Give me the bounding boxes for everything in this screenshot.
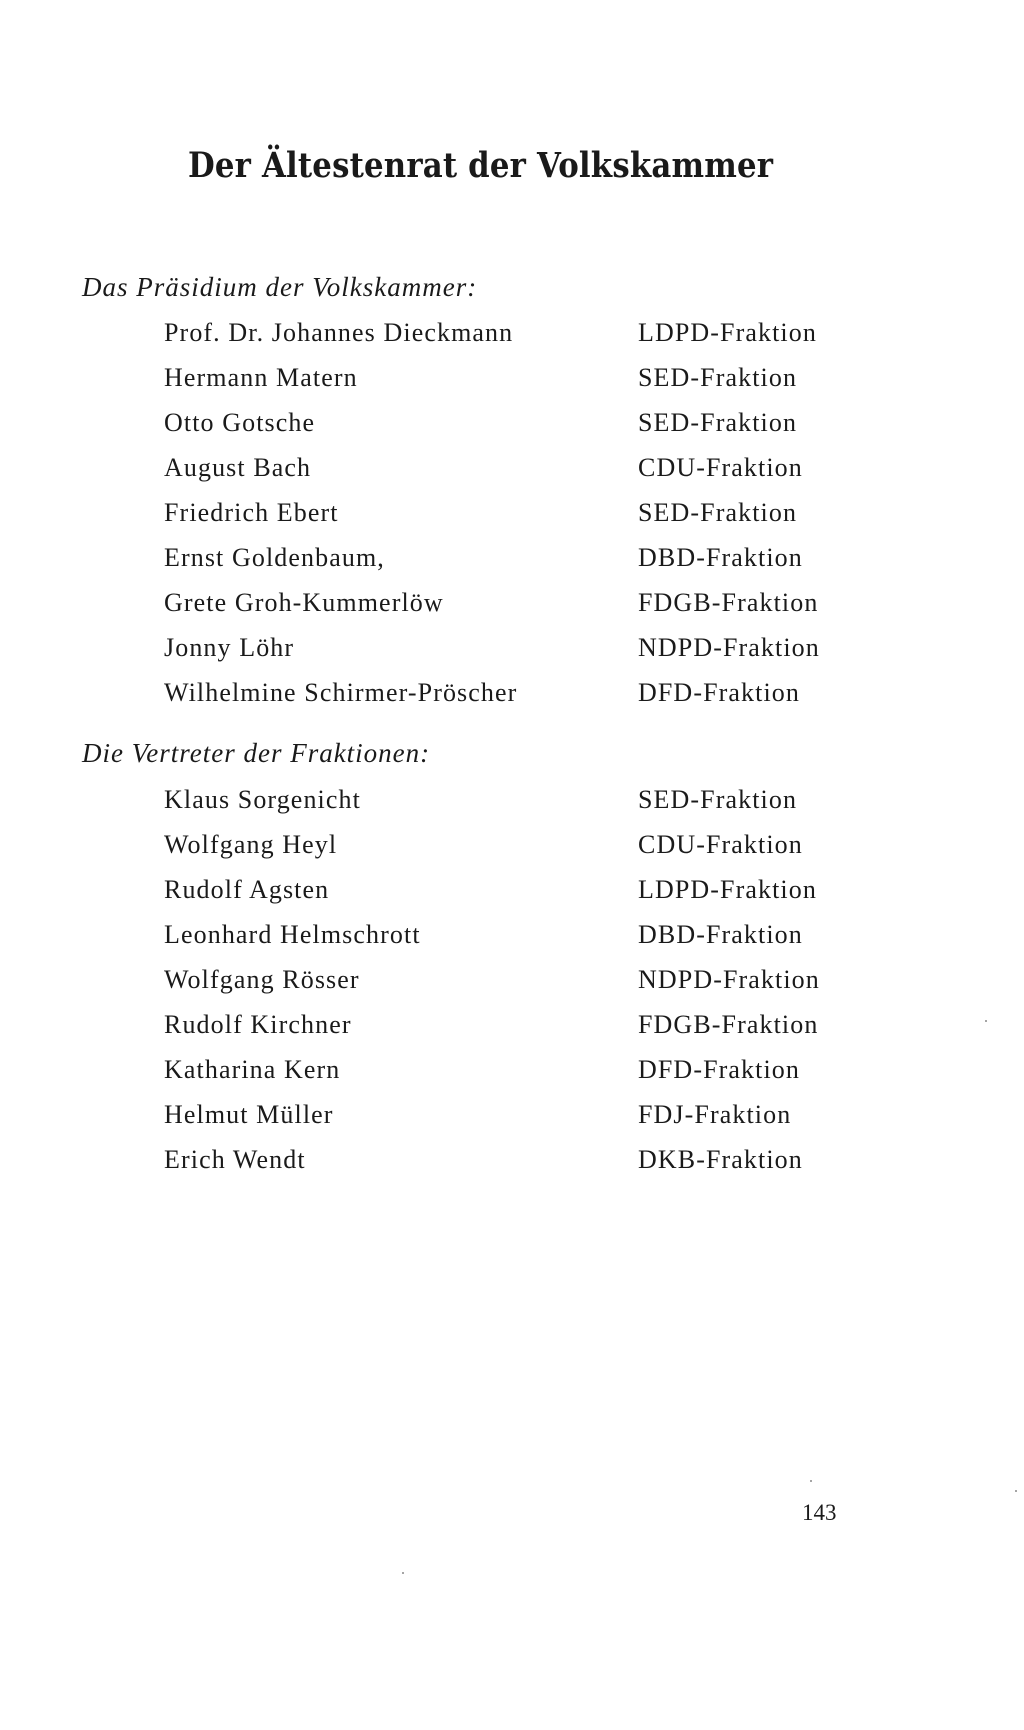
member-name: Erich Wendt bbox=[164, 1145, 306, 1174]
member-faction: DBD-Fraktion bbox=[638, 920, 803, 949]
member-faction: FDJ-Fraktion bbox=[638, 1100, 792, 1129]
member-faction: DBD-Fraktion bbox=[638, 543, 803, 572]
member-faction: LDPD-Fraktion bbox=[638, 875, 817, 904]
member-name: Otto Gotsche bbox=[164, 408, 316, 437]
member-row bbox=[0, 875, 1024, 915]
member-name: Rudolf Kirchner bbox=[164, 1010, 352, 1039]
member-name: August Bach bbox=[164, 453, 312, 482]
member-faction: FDGB-Fraktion bbox=[638, 588, 819, 617]
member-name: Katharina Kern bbox=[164, 1055, 341, 1084]
member-row bbox=[0, 543, 1024, 583]
member-name: Klaus Sorgenicht bbox=[164, 785, 361, 814]
member-faction: SED-Fraktion bbox=[638, 498, 798, 527]
member-row bbox=[0, 1055, 1024, 1095]
member-row bbox=[0, 920, 1024, 960]
section-heading-representatives: Die Vertreter der Fraktionen: bbox=[82, 738, 431, 768]
member-row bbox=[0, 830, 1024, 870]
member-faction: DKB-Fraktion bbox=[638, 1145, 803, 1174]
member-row bbox=[0, 318, 1024, 358]
member-name: Wilhelmine Schirmer-Pröscher bbox=[164, 678, 518, 707]
member-row bbox=[0, 965, 1024, 1005]
member-faction: SED-Fraktion bbox=[638, 363, 798, 392]
member-faction: DFD-Fraktion bbox=[638, 678, 800, 707]
member-row bbox=[0, 785, 1024, 825]
member-name: Grete Groh-Kummerlöw bbox=[164, 588, 444, 617]
member-faction: SED-Fraktion bbox=[638, 408, 798, 437]
member-row bbox=[0, 1145, 1024, 1185]
member-faction: DFD-Fraktion bbox=[638, 1055, 800, 1084]
page-number: 143 bbox=[802, 1500, 837, 1525]
member-name: Rudolf Agsten bbox=[164, 875, 330, 904]
member-row bbox=[0, 588, 1024, 628]
member-row bbox=[0, 363, 1024, 403]
member-faction: CDU-Fraktion bbox=[638, 453, 803, 482]
member-row bbox=[0, 633, 1024, 673]
member-name: Friedrich Ebert bbox=[164, 498, 339, 527]
member-row bbox=[0, 453, 1024, 493]
scan-speck bbox=[402, 1572, 404, 1574]
member-row bbox=[0, 1010, 1024, 1050]
member-row bbox=[0, 408, 1024, 448]
section-heading-presidium: Das Präsidium der Volkskammer: bbox=[82, 272, 478, 302]
member-name: Leonhard Helmschrott bbox=[164, 920, 421, 949]
scan-speck bbox=[985, 1020, 987, 1022]
member-faction: CDU-Fraktion bbox=[638, 830, 803, 859]
member-row bbox=[0, 498, 1024, 538]
scan-speck bbox=[1015, 1490, 1017, 1492]
member-faction: NDPD-Fraktion bbox=[638, 965, 820, 994]
member-name: Hermann Matern bbox=[164, 363, 358, 392]
page-title: Der Ältestenrat der Volkskammer bbox=[188, 145, 774, 186]
member-name: Jonny Löhr bbox=[164, 633, 295, 662]
member-row bbox=[0, 1100, 1024, 1140]
scan-speck bbox=[810, 1480, 812, 1482]
member-faction: NDPD-Fraktion bbox=[638, 633, 820, 662]
member-name: Helmut Müller bbox=[164, 1100, 334, 1129]
member-row bbox=[0, 678, 1024, 718]
member-faction: FDGB-Fraktion bbox=[638, 1010, 819, 1039]
member-name: Wolfgang Heyl bbox=[164, 830, 338, 859]
member-faction: SED-Fraktion bbox=[638, 785, 798, 814]
member-name: Wolfgang Rösser bbox=[164, 965, 360, 994]
member-name: Prof. Dr. Johannes Dieckmann bbox=[164, 318, 514, 347]
member-name: Ernst Goldenbaum, bbox=[164, 543, 385, 572]
member-faction: LDPD-Fraktion bbox=[638, 318, 817, 347]
